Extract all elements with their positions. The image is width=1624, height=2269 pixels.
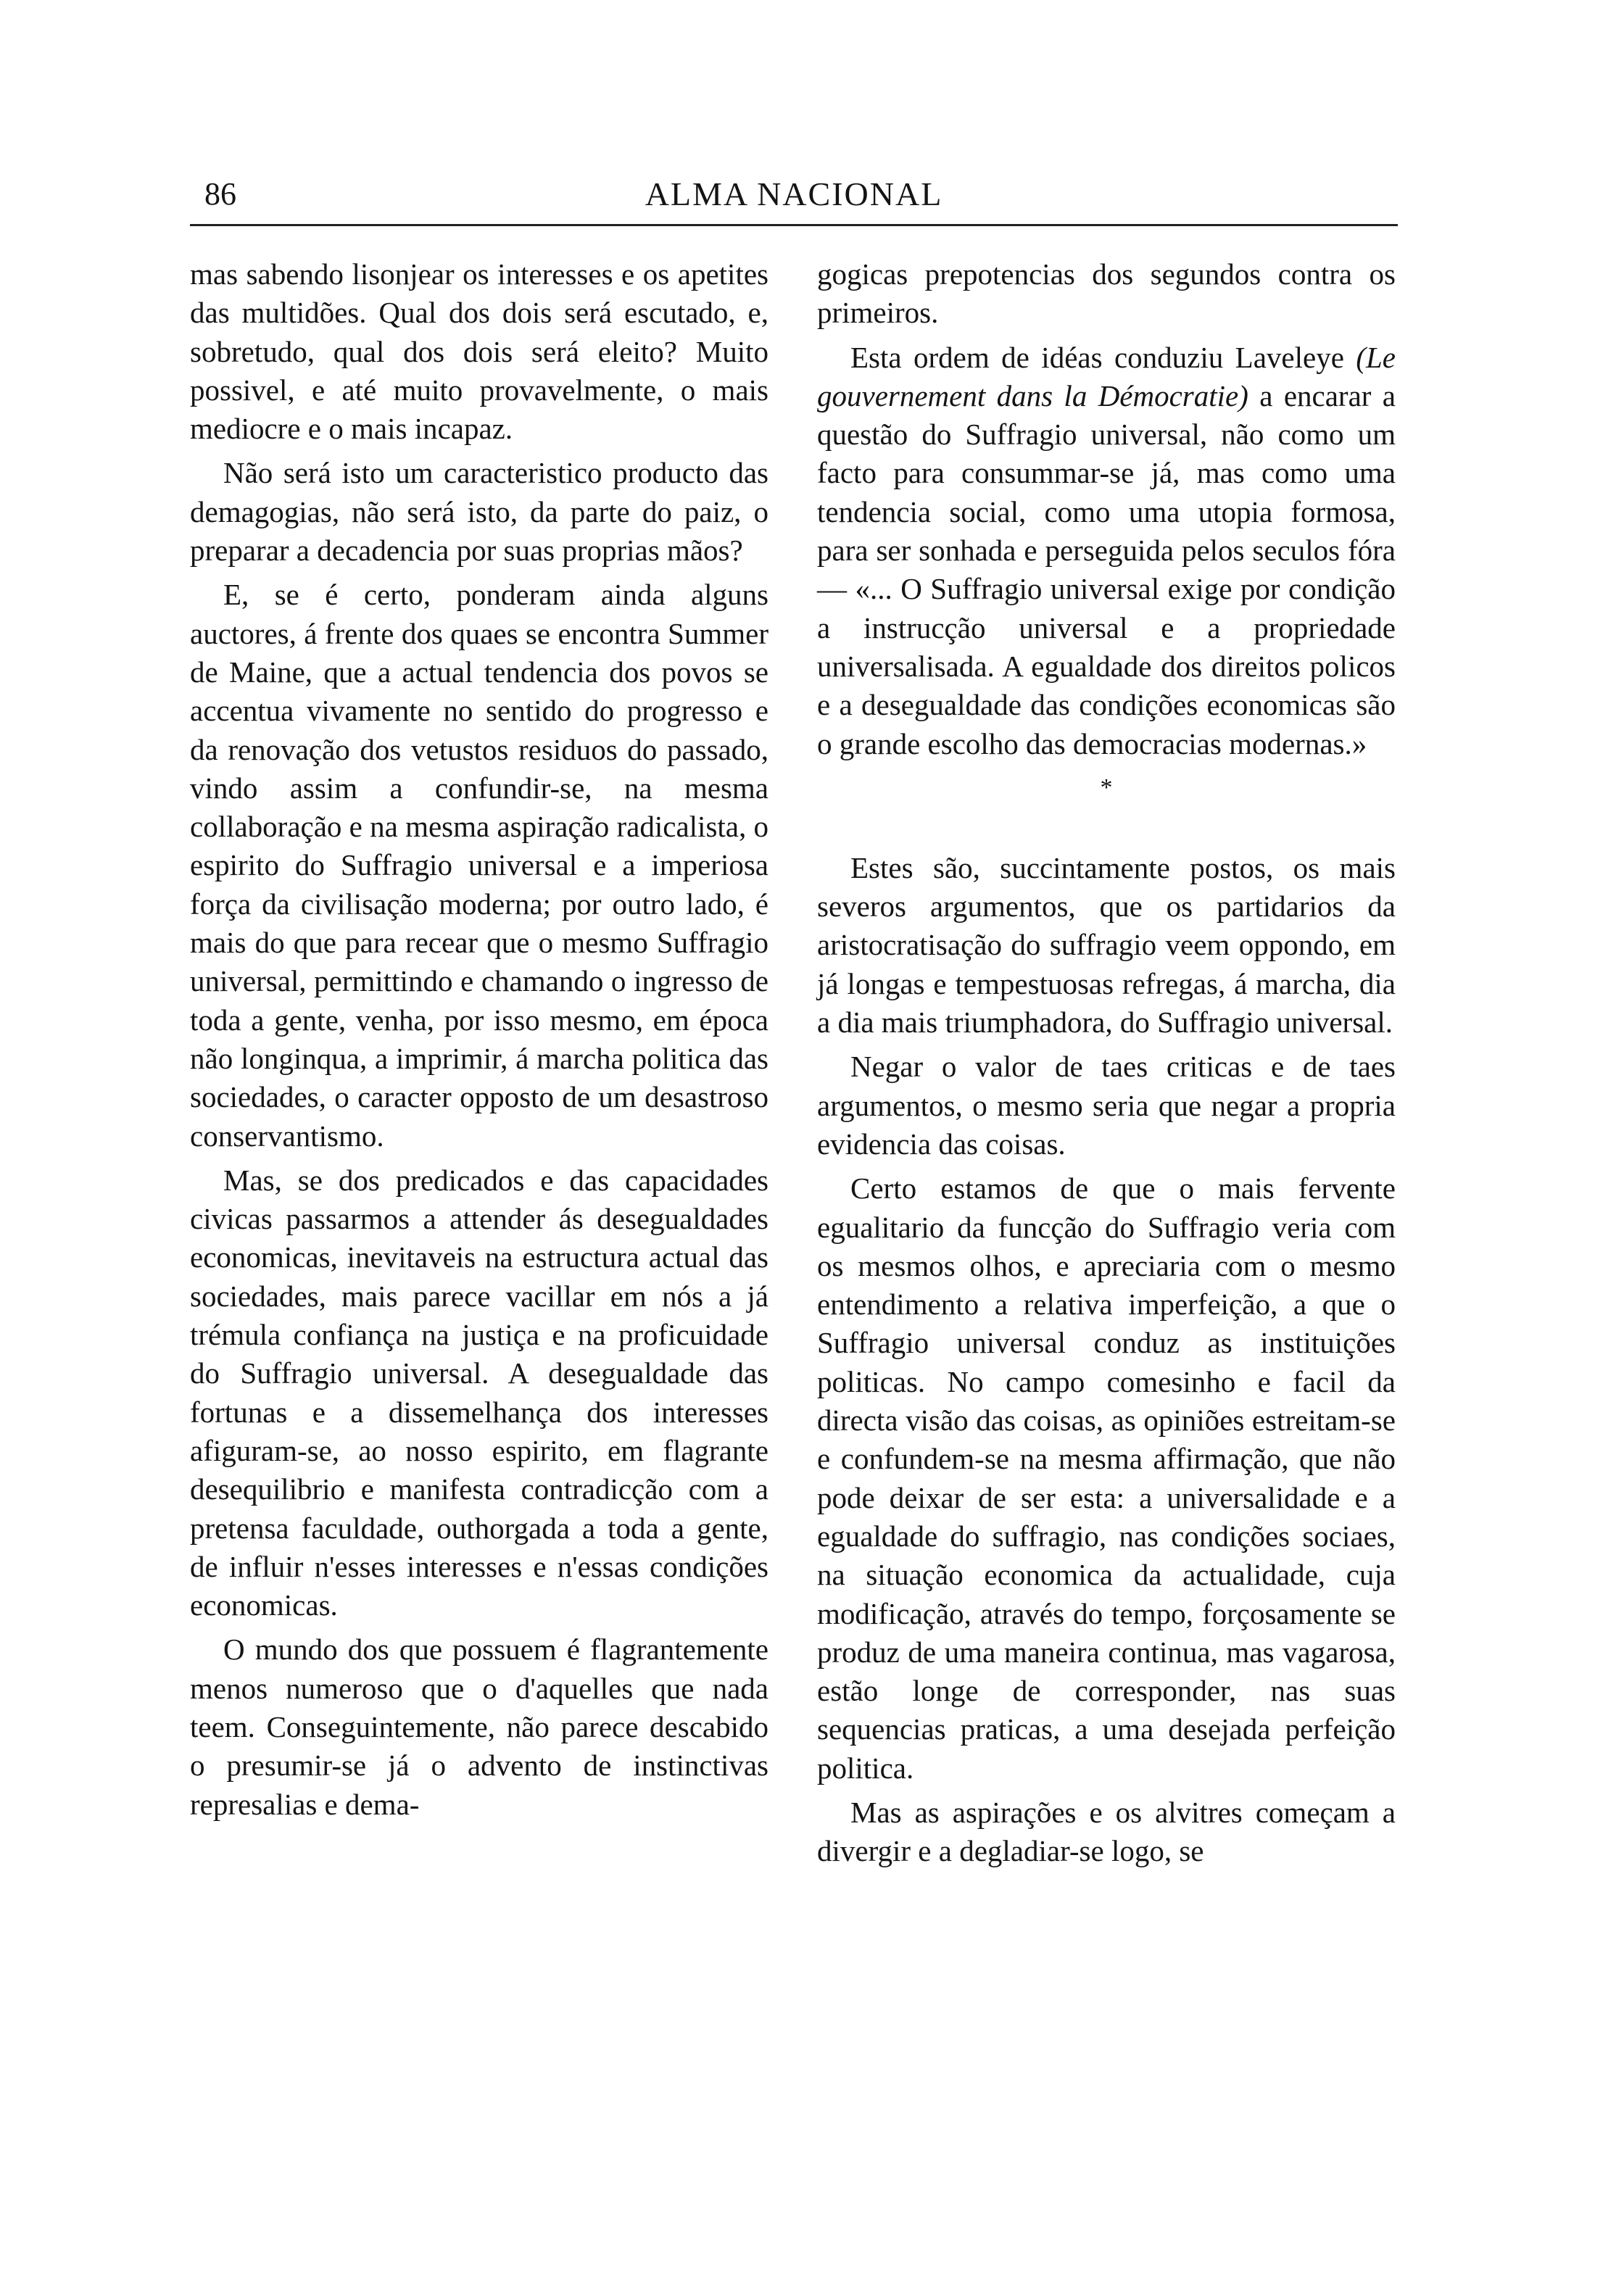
paragraph (817, 339, 1396, 763)
running-head-title: ALMA NACIONAL (645, 175, 943, 212)
left-column (190, 255, 768, 1830)
book-title: (Le gouvernement dans la Démocratie) (817, 340, 1396, 412)
paragraph: Negar o valor de taes criticas e de taes argumentos, o mesmo seria que negar a propria evidencia das coisas. (817, 1050, 1396, 1161)
paragraph: Estes são, succintamente postos, os mais severos argumentos, que os partidarios da aristocratisação do suffragio veem oppondo, em já longas e tempestuosas refregas, á marcha, dia a dia mais triumphadora, do Suffragio universal. (817, 850, 1396, 1040)
paragraph-text: Esta ordem de idéas conduziu Laveleye (850, 340, 1356, 374)
paragraph: Certo estamos de que o mais fervente egualitario da funcção do Suffragio veria com os mesmos olhos, e apreciaria com o mesmo entendimento a relativa imperfeição, a que o Suffragio universal conduz as instituições politicas. No campo comesinho e facil da directa visão das coisas, as opiniões estreitam-se e confundem-se na mesma affirmação, que não pode deixar de ser esta: a universalidade e a egualdade do suffragio, nas condições sociaes, na situação economica da actualidade, cuja modificação, através do tempo, forçosamente se produz de uma maneira continua, mas vagarosa, estão longe de corresponder, nas suas sequencias praticas, a uma desejada perfeição politica. (817, 1171, 1396, 1785)
paragraph: O mundo dos que possuem é flagrantemente menos numeroso que o d'aquelles que nada teem. Conseguintemente, não parece descabido o presumir-se já o advento de instinctivas represalias e dema- (190, 1633, 768, 1821)
header-rule (190, 224, 1398, 226)
paragraph: Mas, se dos predicados e das capacidades civicas passarmos a attender ás desegualdades economicas, inevitaveis na estructura actual das sociedades, mais parece vacillar em nós a já trémula confiança na justiça e na proficuidade do Suffragio universal. A desegualdade das fortunas e a dissemelhança dos interesses afiguram-se, ao nosso espirito, em flagrante desequilibrio e manifesta contradicção com a pretensa faculdade, outhorgada a toda a gente, de influir n'esses interesses e n'essas condições economicas. (190, 1163, 768, 1622)
paragraph: E, se é certo, ponderam ainda alguns auctores, á frente dos quaes se encontra Summer de Maine, que a actual tendencia dos povos se accentua vivamente no sentido do progresso e da renovação dos vetustos residuos do passado, vindo assim a confundir-se, na mesma collaboração e na mesma aspiração radicalista, o espirito do Suffragio universal e a imperiosa força da civilisação moderna; por outro lado, é mais do que para recear que o mesmo Suffragio universal, permittindo e chamando o ingresso de toda a gente, venha, por isso mesmo, em época não longinqua, a imprimir, á marcha politica das sociedades, o caracter opposto de um desastroso conservantismo. (190, 578, 768, 1153)
paragraph: Mas as aspirações e os alvitres começam a divergir e a degladiar-se logo, se (817, 1795, 1396, 1868)
paragraph-text: a encarar a questão do Suffragio universal, não como um facto para consummar-se já, mas como uma tendencia social, como uma utopia formosa, para ser sonhada e perseguida pelos seculos fóra — «... O Suffragio universal exige por condição a instrucção universal e a propriedade universalisada. A egualdade dos direitos policos e a desegualdade das condições economicas são o grande escolho das democracias modernas.» (817, 378, 1396, 760)
paragraph: mas sabendo lisonjear os interesses e os apetites das multidões. Qual dos dois será escutado, e, sobretudo, qual dos dois será eleito? Muito possivel, e até muito provavelmente, o mais mediocre e o mais incapaz. (190, 257, 768, 446)
section-separator: * (1100, 773, 1113, 801)
paragraph: gogicas prepotencias dos segundos contra os primeiros. (817, 257, 1396, 330)
paragraph: Não será isto um caracteristico producto das demagogias, não será isto, da parte do paiz, o preparar a decadencia por suas proprias mãos? (190, 456, 768, 568)
page-number: 86 (204, 176, 236, 212)
right-column (817, 255, 1396, 1877)
page-header (190, 173, 1398, 223)
